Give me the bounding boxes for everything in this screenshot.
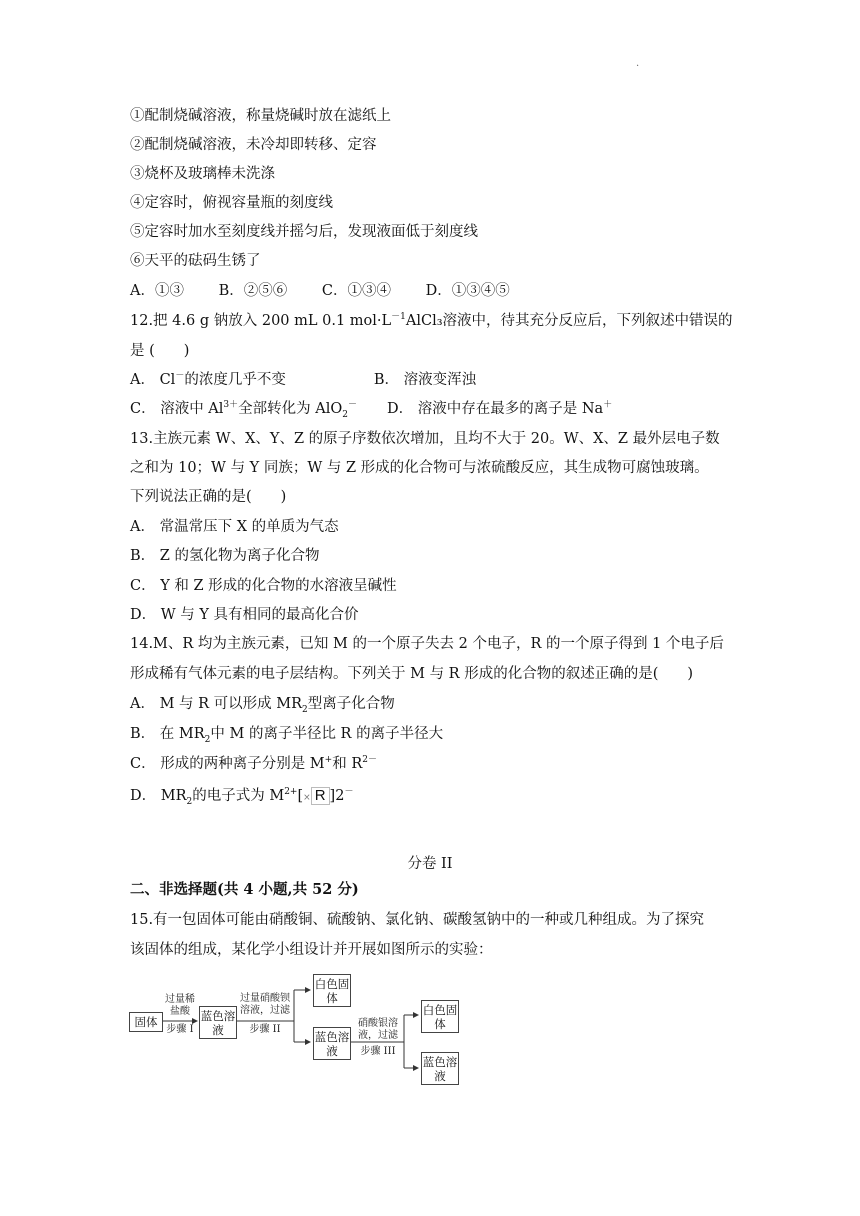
q15-stem-line2: 该固体的组成，某化学小组设计并开展如图所示的实验： [130,942,493,958]
q12-option-c-post: 全部转化为 AlO [238,401,343,417]
q12-option-c-pre: C． 溶液中 Al [130,401,224,417]
q11-item-2: ②配制烧碱溶液，未冷却即转移、定容 [130,137,377,153]
flow-box-solid: 固体 [129,1012,163,1032]
q12-option-c-sub-sup: － [348,400,358,411]
q14-option-d-tail-sup: － [344,787,354,798]
q13-option-a: A． 常温常压下 X 的单质为气态 [130,519,339,535]
q14-option-b-post: 中 M 的离子半径比 R 的离子半径大 [210,726,444,742]
q14-option-d-tail: 2 [335,788,345,804]
q14-option-d-pre: D． MR [130,788,187,804]
flow-step2-label: 步骤 II [249,1024,281,1035]
q13-option-b: B． Z 的氢化物为离子化合物 [130,548,320,564]
part2-title: 分卷 II [407,856,453,872]
q13-option-c: C． Y 和 Z 形成的化合物的水溶液呈碱性 [130,578,397,594]
q14-stem-line2: 形成稀有气体元素的电子层结构。下列关于 M 与 R 形成的化合物的叙述正确的是( ) [130,666,694,682]
q13-stem-line2: 之和为 10；W 与 Y 同族；W 与 Z 形成的化合物可与浓硫酸反应，其生成物可腐蚀玻璃。 [130,460,709,476]
q14-option-d-bracket-open: [ [297,788,304,804]
q13-stem-line3: 下列说法正确的是( ) [130,489,287,505]
flow-step3-label: 步骤 III [360,1046,396,1057]
flow-box-blue-solution-1: 蓝色溶液 [199,1006,237,1039]
q14-electron-dots: × [303,793,311,803]
q14-option-b-sub: 2 [204,734,211,745]
q12-stem-text: 12.把 4.6 g 钠放入 200 mL 0.1 mol·L [130,313,392,329]
q12-option-c-sub: 2 [342,409,348,420]
flow-box-blue-solution-2: 蓝色溶液 [313,1027,351,1060]
q14-option-c-pre: C． 形成的两种离子分别是 M [130,756,325,772]
q12-stem-tail: AlCl₃溶液中，待其充分反应后，下列叙述中错误的 [405,313,733,329]
flow-box-white-solid-1: 白色固体 [313,974,351,1007]
q11-item-3: ③烧杯及玻璃棒未洗涤 [130,166,275,182]
q15-stem-line1: 15.有一包固体可能由硝酸铜、硫酸钠、氯化钠、碳酸氢钠中的一种或几种组成。为了探究 [130,912,705,928]
flow-box-blue-solution-3: 蓝色溶液 [421,1052,459,1085]
q14-option-c-mid: 和 R [332,756,363,772]
q14-r-symbol: R [311,787,330,805]
q11-option-b: B．②⑤⑥ [218,283,288,299]
q14-option-a-pre: A． M 与 R 可以形成 MR [130,696,303,712]
q12-option-d-sup: ＋ [603,400,613,411]
q11-item-4: ④定容时，俯视容量瓶的刻度线 [130,195,333,211]
q14-option-d-mid: 的电子式为 M [192,788,285,804]
flow-step1-label: 步骤 I [166,1024,194,1035]
q12-stem-line2: 是 ( ) [130,343,190,359]
q14-option-c-sup2: 2－ [362,755,377,766]
flow-step2-reagent: 过量硝酸钡溶液，过滤 [240,993,290,1016]
q11-option-c: C．①③④ [321,283,391,299]
q12-option-b: B． 溶液变浑浊 [373,372,477,388]
q11-item-6: ⑥天平的砝码生锈了 [130,253,261,269]
section-heading: 二、非选择题(共 4 小题,共 52 分) [130,881,359,898]
q11-option-a: A．①③ [130,283,184,299]
q14-option-a-sub: 2 [302,704,308,715]
q13-option-d: D． W 与 Y 具有相同的最高化合价 [130,607,359,623]
q12-option-a-pre: A． Cl [130,372,176,388]
q14-option-d-sub: 2 [186,796,193,807]
q11-item-5: ⑤定容时加水至刻度线并摇匀后，发现液面低于刻度线 [130,224,478,240]
q12-option-d-pre: D． 溶液中存在最多的离子是 Na [387,401,604,417]
q11-item-1: ①配制烧碱溶液，称量烧碱时放在滤纸上 [130,108,391,124]
q14-option-d-bracket-close: ] [329,788,336,804]
q11-option-d: D．①③④⑤ [425,283,510,299]
q12-option-a-sup: － [175,371,185,382]
flow-box-white-solid-2: 白色固体 [421,1000,459,1033]
q14-stem-line1: 14.M、R 均为主族元素，已知 M 的一个原子失去 2 个电子，R 的一个原子得到 1 个电子后 [130,636,724,652]
q12-stem-sup: －1 [391,312,406,323]
q12-option-a-post: 的浓度几乎不变 [184,372,286,388]
flow-step1-reagent: 过量稀盐酸 [165,994,195,1017]
header-dot: . [636,58,640,69]
q14-option-b-pre: B． 在 MR [130,726,205,742]
flow-step3-reagent: 硝酸银溶液，过滤 [358,1018,398,1041]
q13-stem-line1: 13.主族元素 W、X、Y、Z 的原子序数依次增加，且均不大于 20。W、X、Z 最外层电子数 [130,431,720,447]
q14-option-c-sup1: + [324,755,333,766]
q14-option-a-post: 型离子化合物 [307,696,395,712]
q14-option-d-sup: 2+ [284,787,298,798]
q12-option-c-sup: 3＋ [223,400,239,411]
